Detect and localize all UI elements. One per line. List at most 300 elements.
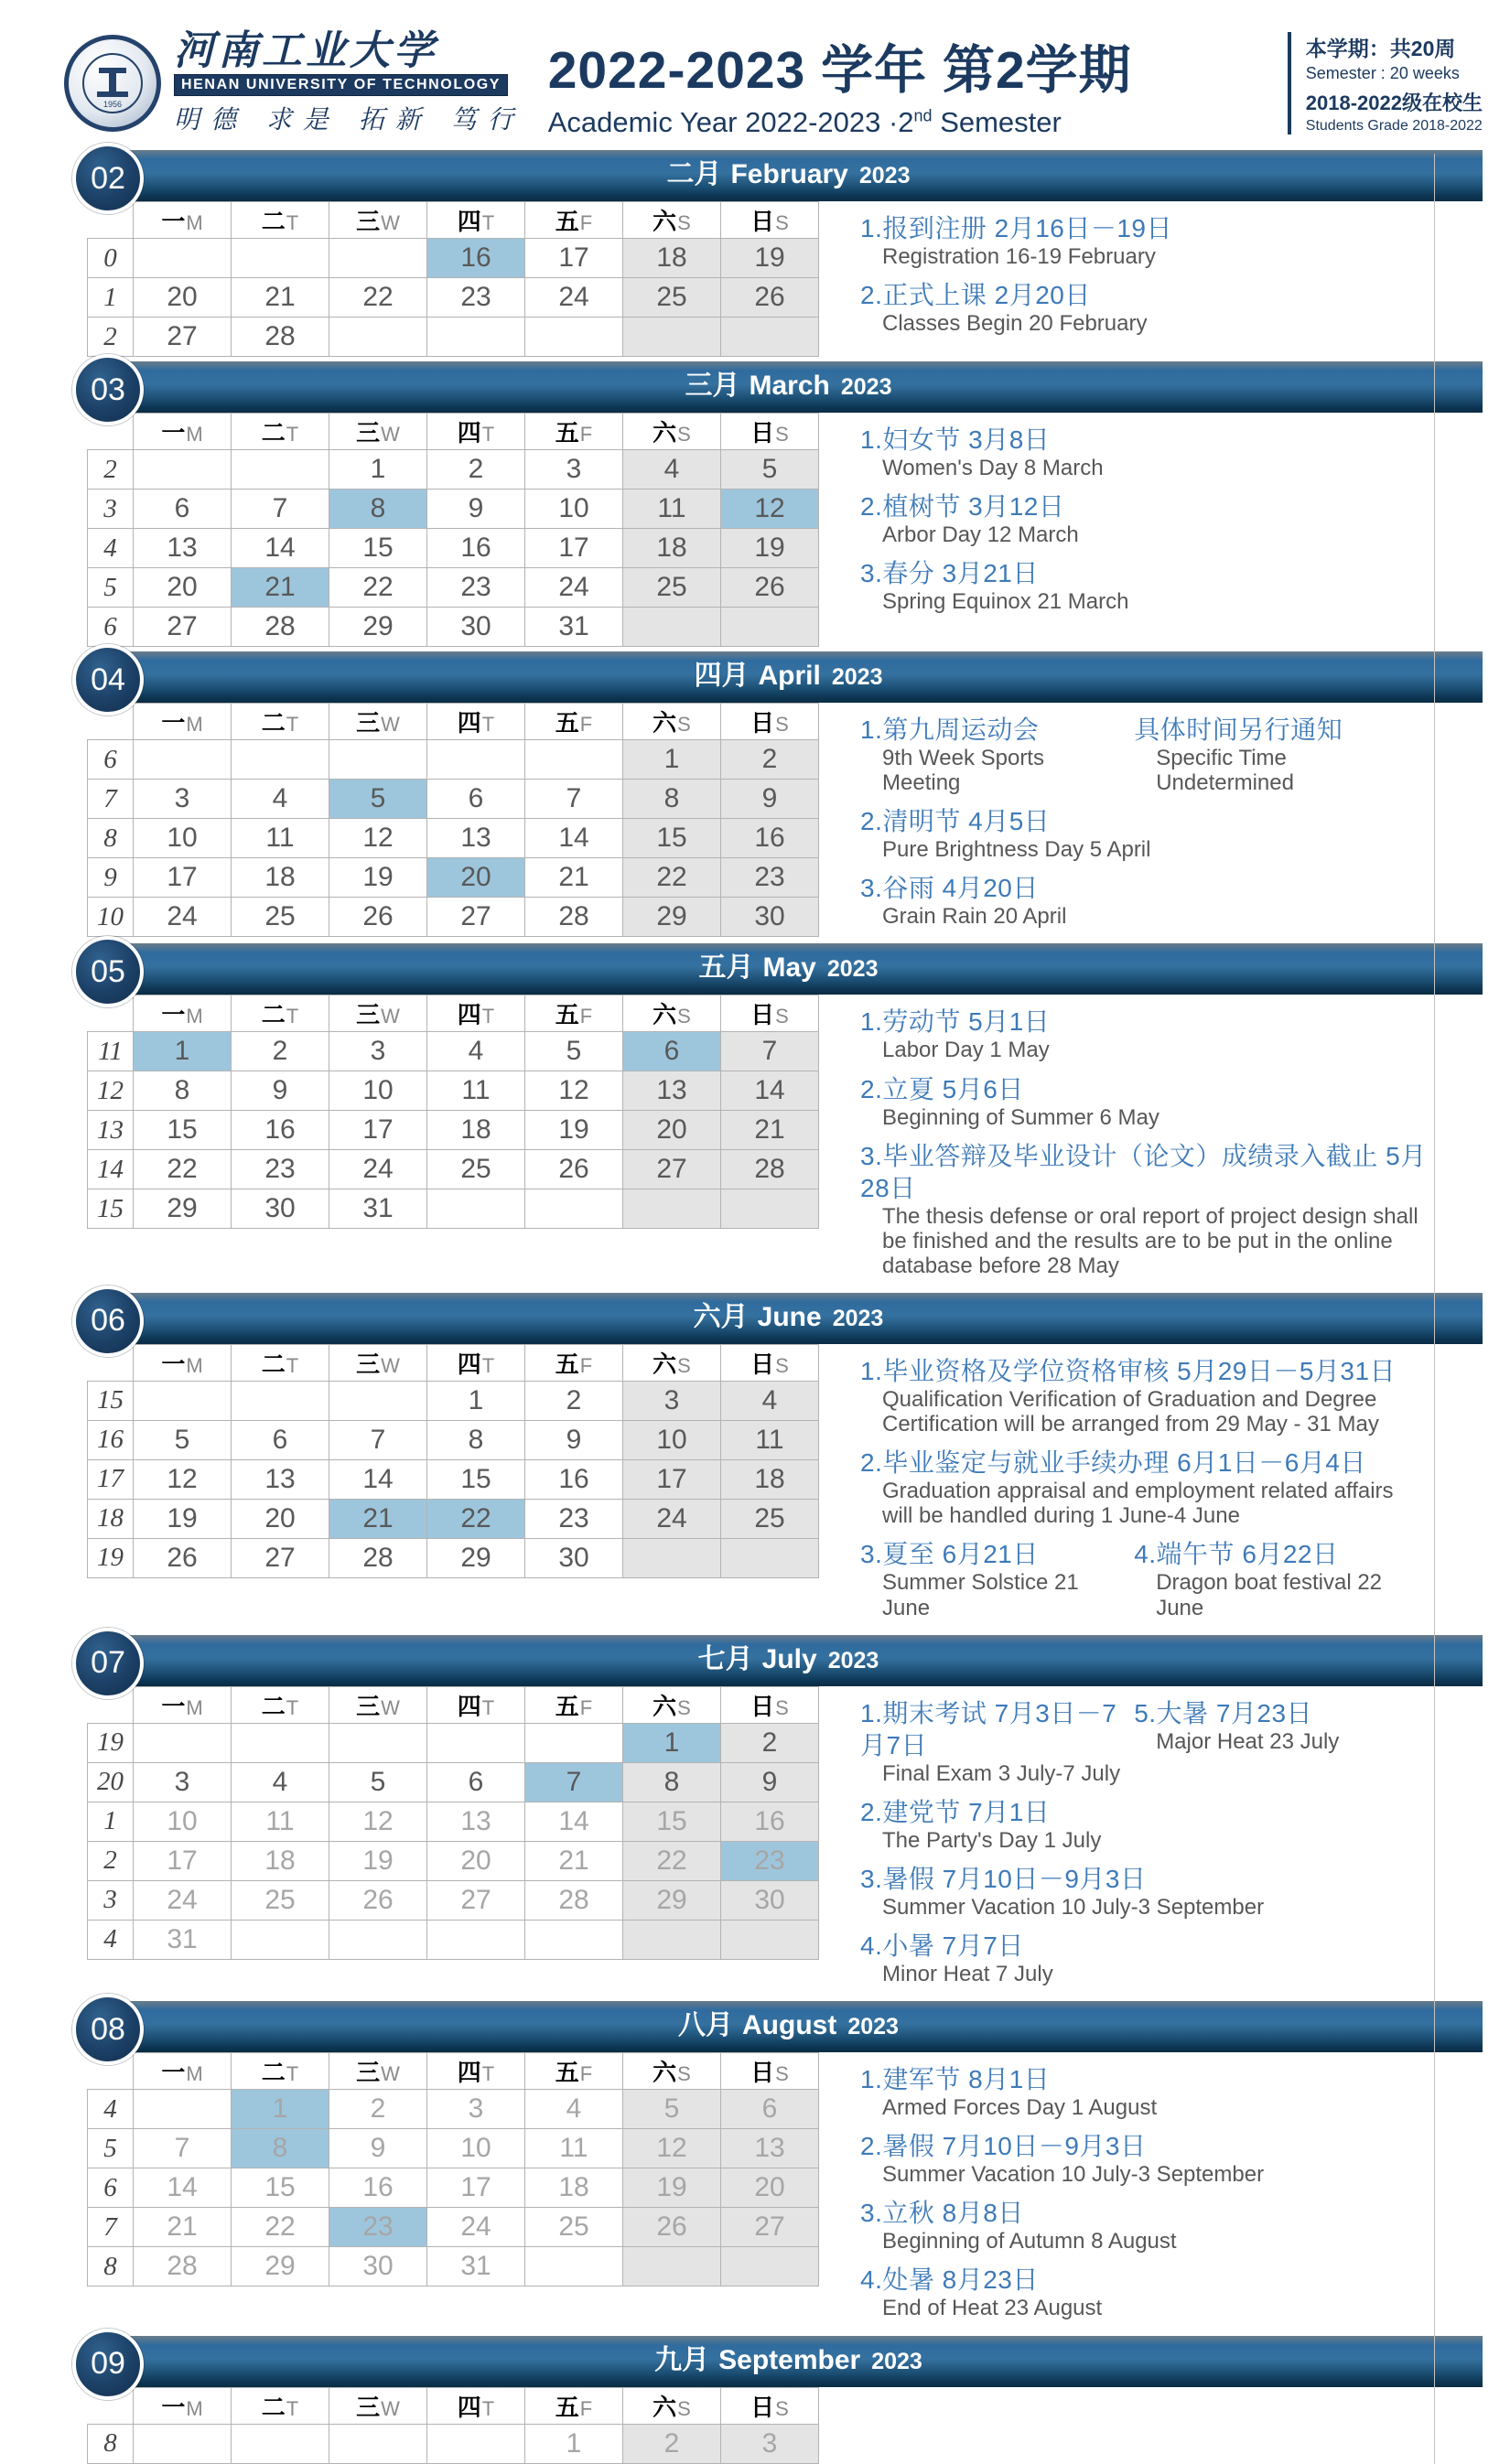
date-cell: 29 [623, 898, 721, 937]
month-calendar [87, 201, 819, 357]
weekday-cn: 日 [750, 419, 775, 447]
date-cell: 8 [134, 1071, 232, 1111]
date-cell: 9 [721, 1762, 819, 1802]
weekday-header [721, 1344, 819, 1381]
month-number-badge: 06 [72, 1286, 144, 1357]
weekday-en: S [775, 713, 789, 736]
note-text-cn: 2.正式上课 2月20日 [860, 281, 1091, 310]
month-header-bar [91, 2336, 1483, 2387]
weekday-en: W [381, 2396, 400, 2420]
date-cell [427, 1920, 525, 1959]
subtitle-suffix: Semester [932, 105, 1062, 138]
date-cell: 13 [427, 819, 525, 858]
week-row [88, 2424, 819, 2463]
weekday-en: M [186, 423, 203, 446]
weekday-en: F [579, 1353, 593, 1377]
weekday-header [525, 414, 623, 450]
month-header-bar [91, 1293, 1483, 1344]
date-cell: 11 [721, 1420, 819, 1459]
weekday-header [623, 2387, 721, 2424]
date-cell: 7 [134, 2129, 232, 2168]
date-cell: 1 [623, 1723, 721, 1762]
note-text-en: Specific Time Undetermined [1156, 746, 1294, 796]
month-title [94, 1293, 1483, 1344]
date-cell: 17 [525, 239, 623, 278]
month-section-june [87, 1293, 1483, 1630]
date-cell [623, 1538, 721, 1577]
note-item [860, 1538, 1428, 1619]
weekday-cn: 五 [555, 2059, 579, 2087]
date-cell: 6 [623, 1032, 721, 1071]
date-cell: 26 [525, 1150, 623, 1189]
date-cell: 8 [329, 490, 427, 529]
date-cell [232, 239, 329, 278]
date-cell: 17 [134, 1841, 232, 1880]
date-cell: 21 [525, 858, 623, 898]
title-block [548, 28, 1132, 139]
weekday-cn: 日 [750, 1001, 775, 1029]
calendar-table [87, 2052, 819, 2286]
weekday-header [427, 1344, 525, 1381]
month-title-en: September [718, 2344, 861, 2375]
date-cell [427, 317, 525, 357]
note-column [860, 1697, 1134, 1786]
date-cell: 10 [623, 1420, 721, 1459]
weekday-cn: 六 [653, 419, 677, 447]
note-item [860, 1447, 1428, 1528]
note-item [860, 2063, 1428, 2120]
date-cell: 16 [525, 1459, 623, 1499]
month-number-badge: 08 [72, 1994, 144, 2065]
date-cell: 20 [134, 568, 232, 608]
weekday-header [329, 414, 427, 450]
date-cell: 8 [427, 1420, 525, 1459]
date-cell: 1 [134, 1032, 232, 1071]
date-cell [232, 450, 329, 490]
date-cell: 1 [232, 2090, 329, 2129]
note-text-cn: 4.处暑 8月23日 [860, 2265, 1039, 2295]
semester-weeks-en: Semester : 20 weeks [1305, 64, 1460, 82]
date-cell: 28 [525, 898, 623, 937]
date-cell: 13 [721, 2129, 819, 2168]
calendar-table [87, 201, 819, 357]
date-cell [623, 2247, 721, 2286]
date-cell: 18 [232, 858, 329, 898]
date-cell: 23 [427, 278, 525, 317]
date-cell [134, 450, 232, 490]
week-row [88, 1381, 819, 1420]
date-cell: 25 [721, 1499, 819, 1538]
weekday-header [623, 704, 721, 740]
month-title-year: 2023 [827, 1647, 879, 1673]
week-number: 7 [88, 2208, 134, 2247]
date-cell [427, 1189, 525, 1229]
date-cell: 15 [623, 1802, 721, 1841]
note-text-cn: 1.毕业资格及学位资格审核 5月29日－5月31日 [860, 1356, 1397, 1385]
week-number: 10 [88, 898, 134, 937]
weekday-en: T [481, 2396, 495, 2420]
weekday-en: S [775, 1353, 789, 1377]
note-text-en: Classes Begin 20 February [882, 311, 1148, 337]
note-text-cn: 1.劳动节 5月1日 [860, 1007, 1051, 1037]
date-cell: 3 [623, 1381, 721, 1420]
note-text-cn: 3.谷雨 4月20日 [860, 874, 1039, 903]
note-text-en: Graduation appraisal and employment related affairs will be handled during 1 June-4 June [882, 1479, 1394, 1529]
date-cell: 30 [721, 1880, 819, 1920]
weekday-en: T [286, 211, 299, 234]
date-cell: 20 [427, 1841, 525, 1880]
date-cell: 21 [232, 278, 329, 317]
note-item [860, 212, 1428, 269]
date-cell: 20 [134, 278, 232, 317]
date-cell: 15 [232, 2168, 329, 2208]
note-text-en: Pure Brightness Day 5 April [882, 837, 1151, 863]
note-text-en: Beginning of Summer 6 May [882, 1104, 1159, 1130]
weekday-cn: 三 [356, 419, 381, 447]
date-cell: 2 [232, 1032, 329, 1071]
weekday-header [134, 1686, 232, 1723]
date-cell: 11 [427, 1071, 525, 1111]
weekday-header [525, 995, 623, 1032]
month-title-en: August [742, 2010, 837, 2041]
date-cell: 19 [134, 1499, 232, 1538]
date-cell: 5 [134, 1420, 232, 1459]
week-row [88, 2090, 819, 2129]
month-calendar [87, 2387, 819, 2464]
month-title-en: May [762, 952, 816, 984]
month-title-year: 2023 [826, 956, 879, 983]
date-cell: 24 [134, 1880, 232, 1920]
week-row [88, 780, 819, 819]
note-column [860, 714, 1134, 795]
date-cell: 15 [623, 819, 721, 858]
weekday-en: T [481, 1005, 495, 1028]
date-cell [623, 608, 721, 647]
weekday-cn: 日 [750, 709, 775, 737]
week-row [88, 1189, 819, 1229]
date-cell: 22 [623, 1841, 721, 1880]
weekday-en: M [186, 2396, 203, 2420]
date-cell: 4 [232, 1762, 329, 1802]
date-cell: 12 [134, 1459, 232, 1499]
date-cell [525, 1920, 623, 1959]
date-cell: 14 [329, 1459, 427, 1499]
weekday-en: W [381, 1695, 400, 1719]
week-row [88, 529, 819, 568]
month-title [94, 1635, 1483, 1686]
weekday-cn: 四 [457, 2059, 481, 2087]
month-content [87, 703, 1483, 939]
date-cell: 27 [721, 2208, 819, 2247]
date-cell: 27 [134, 608, 232, 647]
date-cell [329, 1723, 427, 1762]
week-number: 14 [88, 1150, 134, 1189]
weekday-header [623, 2053, 721, 2090]
date-cell: 24 [427, 2208, 525, 2247]
note-item [860, 279, 1428, 336]
week-number: 6 [88, 740, 134, 780]
weekday-header [427, 704, 525, 740]
date-cell: 27 [427, 1880, 525, 1920]
university-seal-icon [64, 35, 161, 132]
date-cell [525, 1723, 623, 1762]
month-title-year: 2023 [847, 2014, 899, 2040]
date-cell: 19 [329, 1841, 427, 1880]
weekday-cn: 三 [356, 709, 381, 737]
date-cell: 31 [329, 1189, 427, 1229]
note-item [860, 872, 1428, 929]
weekday-en: M [186, 211, 203, 234]
month-content [87, 1686, 1483, 1996]
week-number: 1 [88, 1802, 134, 1841]
page-title: 2022-2023 学年 第2学期 [547, 40, 1132, 100]
week-row [88, 608, 819, 647]
month-section-may [87, 943, 1483, 1288]
week-number: 0 [88, 239, 134, 278]
weekday-cn: 二 [261, 1692, 286, 1720]
weekday-header [427, 2387, 525, 2424]
weekday-en: F [579, 2062, 593, 2086]
note-item [860, 714, 1428, 795]
note-item [860, 1697, 1428, 1786]
date-cell: 25 [623, 568, 721, 608]
date-cell: 24 [134, 898, 232, 937]
month-title-cn: 四月 [694, 661, 750, 691]
date-cell: 5 [721, 450, 819, 490]
note-item [860, 1863, 1428, 1920]
week-number: 4 [88, 529, 134, 568]
week-row [88, 2168, 819, 2208]
date-cell: 24 [623, 1499, 721, 1538]
week-row [88, 1420, 819, 1459]
month-title-cn: 三月 [685, 371, 740, 401]
weekday-en: S [677, 2062, 691, 2086]
weekday-header [427, 995, 525, 1032]
date-cell: 7 [329, 1420, 427, 1459]
note-item [860, 805, 1428, 862]
weekday-en: S [677, 1353, 691, 1377]
date-cell [232, 1723, 329, 1762]
week-row [88, 1150, 819, 1189]
weekday-header [427, 414, 525, 450]
date-cell: 22 [232, 2208, 329, 2247]
date-cell: 13 [232, 1459, 329, 1499]
month-title [94, 2336, 1483, 2387]
date-cell: 3 [721, 2424, 819, 2463]
date-cell: 4 [721, 1381, 819, 1420]
month-title-cn: 七月 [697, 1643, 753, 1674]
weekday-header [623, 995, 721, 1032]
month-title [94, 361, 1483, 413]
note-text-en: Spring Equinox 21 March [882, 589, 1129, 615]
weekday-cn: 三 [356, 1350, 381, 1378]
month-calendar [87, 413, 819, 647]
weekday-header [232, 1344, 329, 1381]
date-cell: 19 [721, 239, 819, 278]
note-column [1134, 714, 1428, 795]
date-cell [134, 1723, 232, 1762]
weekday-header [427, 1686, 525, 1723]
calendar-months [87, 150, 1483, 2464]
date-cell: 25 [525, 2208, 623, 2247]
date-cell: 10 [134, 1802, 232, 1841]
weekday-header [329, 704, 427, 740]
weekday-en: W [381, 211, 400, 234]
weekday-header [525, 2387, 623, 2424]
week-row [88, 239, 819, 278]
date-cell: 26 [721, 278, 819, 317]
weekday-en: T [286, 713, 299, 736]
date-cell: 10 [329, 1071, 427, 1111]
date-cell [721, 1920, 819, 1959]
weekday-header [623, 1344, 721, 1381]
weekday-header [232, 995, 329, 1032]
weekday-cn: 三 [356, 208, 381, 235]
date-cell [623, 317, 721, 357]
date-cell: 1 [427, 1381, 525, 1420]
date-cell: 5 [623, 2090, 721, 2129]
weekday-en: T [286, 1353, 299, 1377]
date-cell: 5 [525, 1032, 623, 1071]
date-cell: 27 [134, 317, 232, 357]
weekday-cn: 五 [555, 1692, 579, 1720]
weekday-cn: 五 [555, 1001, 579, 1029]
date-cell: 22 [329, 278, 427, 317]
date-cell: 4 [427, 1032, 525, 1071]
date-cell [623, 1189, 721, 1229]
month-notes [819, 703, 1483, 939]
date-cell: 17 [134, 858, 232, 898]
week-row [88, 2208, 819, 2247]
note-text-en: End of Heat 23 August [882, 2296, 1103, 2321]
weekday-en: F [579, 1695, 593, 1719]
weekday-header [232, 414, 329, 450]
date-cell: 22 [134, 1150, 232, 1189]
weekday-cn: 六 [653, 1692, 677, 1720]
week-number: 15 [88, 1381, 134, 1420]
month-content [87, 2387, 1483, 2464]
date-cell: 12 [329, 1802, 427, 1841]
weekday-cn: 四 [457, 208, 481, 235]
date-cell: 31 [525, 608, 623, 647]
date-cell: 18 [525, 2168, 623, 2208]
weekday-cn: 二 [261, 2393, 286, 2421]
date-cell: 28 [721, 1150, 819, 1189]
date-cell: 13 [427, 1802, 525, 1841]
month-section-september [87, 2336, 1483, 2464]
weekday-en: S [677, 713, 691, 736]
date-cell [525, 740, 623, 780]
month-notes [819, 995, 1483, 1288]
note-item [860, 557, 1428, 614]
weekday-cn: 四 [457, 2393, 481, 2421]
weekday-en: S [775, 1695, 789, 1719]
weekday-cn: 日 [750, 1350, 775, 1378]
weekday-en: W [381, 1005, 400, 1028]
date-cell: 20 [721, 2168, 819, 2208]
note-columns [860, 1538, 1428, 1619]
date-cell [134, 239, 232, 278]
date-cell: 14 [134, 2168, 232, 2208]
note-text-en: Women's Day 8 March [882, 456, 1104, 480]
month-header-bar [91, 150, 1483, 201]
date-cell: 23 [329, 2208, 427, 2247]
weekday-header [232, 1686, 329, 1723]
date-cell: 9 [329, 2129, 427, 2168]
weekday-cn: 五 [555, 208, 579, 235]
month-notes [819, 413, 1483, 624]
date-cell: 31 [427, 2247, 525, 2286]
date-cell: 23 [427, 568, 525, 608]
weekday-cn: 一 [161, 2393, 186, 2421]
date-cell [134, 1381, 232, 1420]
date-cell: 1 [525, 2424, 623, 2463]
month-number-badge: 05 [72, 936, 144, 1007]
weekday-cn: 六 [653, 1001, 677, 1029]
date-cell: 21 [134, 2208, 232, 2247]
date-cell: 21 [232, 568, 329, 608]
date-cell [721, 317, 819, 357]
date-cell: 2 [721, 740, 819, 780]
weekday-en: F [579, 2396, 593, 2420]
note-item [860, 490, 1428, 547]
weekday-header [134, 202, 232, 239]
date-cell [525, 317, 623, 357]
weekday-header [232, 704, 329, 740]
date-cell: 28 [134, 2247, 232, 2286]
weekday-cn: 二 [261, 1350, 286, 1378]
date-cell: 7 [721, 1032, 819, 1071]
date-cell: 17 [329, 1111, 427, 1150]
month-header-bar [91, 1635, 1483, 1686]
weekday-en: T [481, 2062, 495, 2086]
month-title-en: February [730, 159, 848, 189]
date-cell: 3 [525, 450, 623, 490]
week-number: 17 [88, 1459, 134, 1499]
note-column [1134, 1538, 1428, 1619]
month-notes [819, 201, 1483, 346]
month-notes [819, 1344, 1483, 1630]
note-text-en: Armed Forces Day 1 August [882, 2095, 1158, 2121]
date-cell: 5 [329, 780, 427, 819]
date-cell [427, 2424, 525, 2463]
note-item [860, 1930, 1428, 1986]
note-text-en: Labor Day 1 May [882, 1038, 1050, 1063]
date-cell: 10 [427, 2129, 525, 2168]
date-cell: 9 [427, 490, 525, 529]
weekday-en: S [775, 2396, 789, 2420]
page-header [64, 26, 1483, 141]
date-cell: 22 [329, 568, 427, 608]
note-item [860, 1006, 1428, 1062]
week-row [88, 317, 819, 357]
date-cell [134, 2090, 232, 2129]
weekday-cn: 五 [555, 709, 579, 737]
date-cell: 23 [721, 858, 819, 898]
note-text-en: Summer Vacation 10 July-3 September [882, 1894, 1265, 1920]
month-notes [819, 2387, 1483, 2398]
week-number: 2 [88, 1841, 134, 1880]
weekday-header [329, 202, 427, 239]
week-number: 5 [88, 2129, 134, 2168]
month-title-year: 2023 [871, 2348, 922, 2374]
date-cell: 26 [329, 898, 427, 937]
week-row [88, 1802, 819, 1841]
week-row [88, 2129, 819, 2168]
note-text-cn: 1.建军节 8月1日 [860, 2065, 1051, 2094]
date-cell: 28 [232, 317, 329, 357]
weekday-header [134, 1344, 232, 1381]
